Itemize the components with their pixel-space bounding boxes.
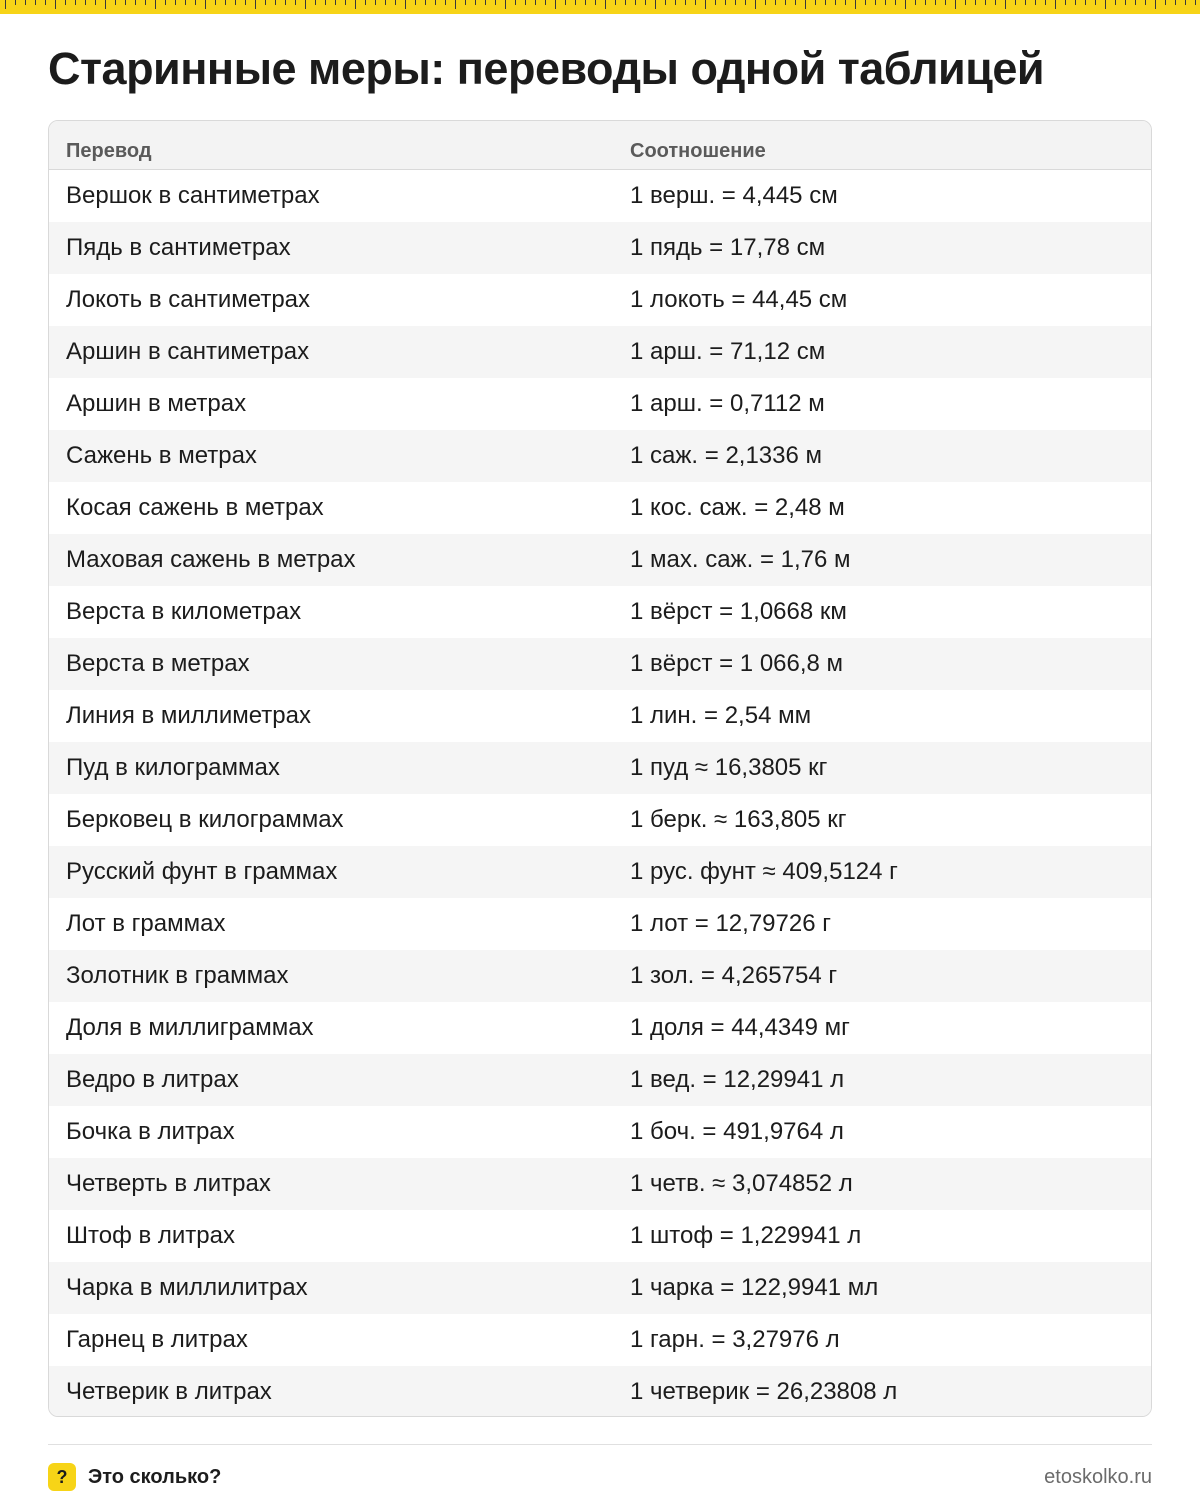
table-row bbox=[49, 1002, 1151, 1054]
conversion-table bbox=[48, 120, 1152, 1417]
column-header-ratio: Соотношение bbox=[630, 140, 766, 162]
ratio-cell: 1 доля = 44,4349 мг bbox=[630, 1014, 850, 1041]
conversion-cell: Доля в миллиграммах bbox=[66, 1014, 314, 1041]
ratio-cell: 1 берк. ≈ 163,805 кг bbox=[630, 806, 847, 833]
ratio-cell: 1 арш. = 0,7112 м bbox=[630, 390, 825, 417]
ratio-cell: 1 вёрст = 1 066,8 м bbox=[630, 650, 844, 677]
ratio-cell: 1 вед. = 12,29941 л bbox=[630, 1066, 845, 1093]
table-row bbox=[49, 430, 1151, 482]
conversion-cell: Сажень в метрах bbox=[66, 442, 257, 469]
table-row bbox=[49, 274, 1151, 326]
conversion-cell: Пуд в килограммах bbox=[66, 754, 280, 781]
table-body bbox=[49, 170, 1151, 1417]
conversion-cell: Косая сажень в метрах bbox=[66, 494, 324, 521]
table-row bbox=[49, 378, 1151, 430]
page-title: Старинные меры: переводы одной таблицей bbox=[48, 43, 1045, 94]
conversion-cell: Аршин в метрах bbox=[66, 390, 247, 417]
table-row bbox=[49, 1106, 1151, 1158]
conversion-cell: Берковец в килограммах bbox=[66, 806, 344, 833]
conversion-cell: Верста в километрах bbox=[66, 598, 302, 625]
question-mark-icon: ? bbox=[48, 1463, 76, 1491]
table-row bbox=[49, 222, 1151, 274]
conversion-cell: Ведро в литрах bbox=[66, 1066, 239, 1093]
table-row bbox=[49, 950, 1151, 1002]
conversion-cell: Четверик в литрах bbox=[66, 1378, 272, 1405]
conversion-cell: Аршин в сантиметрах bbox=[66, 338, 310, 365]
conversion-cell: Линия в миллиметрах bbox=[66, 702, 311, 729]
conversion-cell: Русский фунт в граммах bbox=[66, 858, 338, 885]
ratio-cell: 1 арш. = 71,12 см bbox=[630, 338, 826, 365]
ratio-cell: 1 гарн. = 3,27976 л bbox=[630, 1326, 840, 1353]
table-row bbox=[49, 326, 1151, 378]
conversion-cell: Вершок в сантиметрах bbox=[66, 182, 320, 209]
conversion-cell: Пядь в сантиметрах bbox=[66, 234, 291, 261]
conversion-cell: Верста в метрах bbox=[66, 650, 250, 677]
footer-brand bbox=[48, 1463, 221, 1491]
ratio-cell: 1 штоф = 1,229941 л bbox=[630, 1222, 862, 1249]
conversion-cell: Четверть в литрах bbox=[66, 1170, 271, 1197]
table-row bbox=[49, 1054, 1151, 1106]
table-row bbox=[49, 482, 1151, 534]
table-row bbox=[49, 1158, 1151, 1210]
table-row bbox=[49, 586, 1151, 638]
ratio-cell: 1 кос. саж. = 2,48 м bbox=[630, 494, 845, 521]
table-row bbox=[49, 1366, 1151, 1417]
ratio-cell: 1 мах. саж. = 1,76 м bbox=[630, 546, 851, 573]
table-row bbox=[49, 1314, 1151, 1366]
table-row bbox=[49, 898, 1151, 950]
table-row bbox=[49, 534, 1151, 586]
conversion-cell: Гарнец в литрах bbox=[66, 1326, 248, 1353]
ratio-cell: 1 лот = 12,79726 г bbox=[630, 910, 831, 937]
table-row bbox=[49, 742, 1151, 794]
ratio-cell: 1 верш. = 4,445 см bbox=[630, 182, 838, 209]
ratio-cell: 1 пуд ≈ 16,3805 кг bbox=[630, 754, 828, 781]
conversion-cell: Чарка в миллилитрах bbox=[66, 1274, 308, 1301]
ratio-cell: 1 чарка = 122,9941 мл bbox=[630, 1274, 879, 1301]
table-row bbox=[49, 638, 1151, 690]
conversion-cell: Штоф в литрах bbox=[66, 1222, 235, 1249]
ratio-cell: 1 рус. фунт ≈ 409,5124 г bbox=[630, 858, 898, 885]
conversion-cell: Лот в граммах bbox=[66, 910, 226, 937]
conversion-cell: Золотник в граммах bbox=[66, 962, 289, 989]
ratio-cell: 1 пядь = 17,78 см bbox=[630, 234, 826, 261]
column-header-conversion: Перевод bbox=[66, 140, 152, 162]
ratio-cell: 1 лин. = 2,54 мм bbox=[630, 702, 812, 729]
ratio-cell: 1 локоть = 44,45 см bbox=[630, 286, 848, 313]
table-row bbox=[49, 690, 1151, 742]
conversion-cell: Бочка в литрах bbox=[66, 1118, 235, 1145]
ratio-cell: 1 саж. = 2,1336 м bbox=[630, 442, 823, 469]
ratio-cell: 1 вёрст = 1,0668 км bbox=[630, 598, 847, 625]
brand-name: Это сколько? bbox=[88, 1465, 222, 1488]
ratio-cell: 1 четв. ≈ 3,074852 л bbox=[630, 1170, 853, 1197]
conversion-cell: Маховая сажень в метрах bbox=[66, 546, 356, 573]
table-row bbox=[49, 1210, 1151, 1262]
table-header bbox=[49, 121, 1151, 170]
table-row bbox=[49, 846, 1151, 898]
ratio-cell: 1 зол. = 4,265754 г bbox=[630, 962, 838, 989]
table-row bbox=[49, 794, 1151, 846]
table-row bbox=[49, 1262, 1151, 1314]
ratio-cell: 1 боч. = 491,9764 л bbox=[630, 1118, 844, 1145]
conversion-cell: Локоть в сантиметрах bbox=[66, 286, 311, 313]
table-row bbox=[49, 170, 1151, 222]
ratio-cell: 1 четверик = 26,23808 л bbox=[630, 1378, 898, 1405]
site-url: etoskolko.ru bbox=[1044, 1466, 1152, 1488]
footer-divider bbox=[48, 1444, 1152, 1445]
ruler-decoration bbox=[0, 0, 1200, 14]
